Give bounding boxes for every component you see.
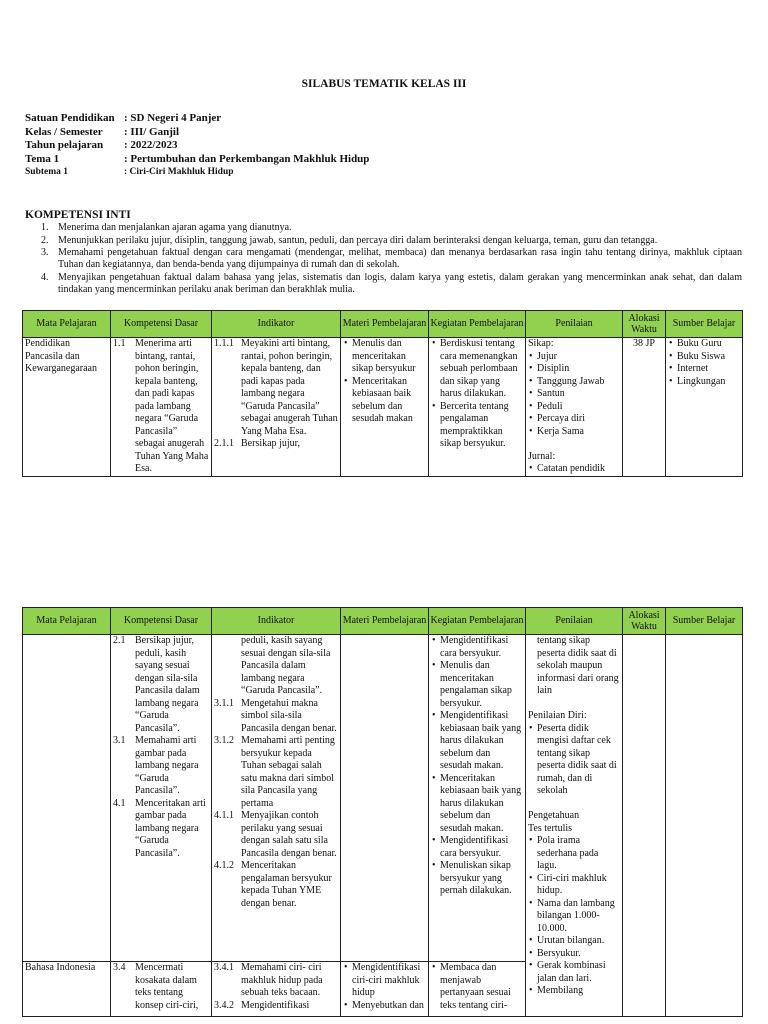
competency-code: 1.1 xyxy=(113,338,126,349)
indicator-item xyxy=(214,810,338,860)
list-item: • Mengidentifikasi kebiasaan baik yang harus dilakukan sebelum dan sesudah makan. xyxy=(431,710,523,773)
indicator-code: 4.1.1 xyxy=(214,810,234,821)
list-item: • Ciri-ciri makhluk hidup. xyxy=(528,873,620,898)
header-basic-competency: Kompetensi Dasar xyxy=(111,608,212,635)
info-label: Subtema 1 xyxy=(25,167,69,177)
competency-text: Menceritakan arti gambar pada lambang negara “Garuda Pancasila”. xyxy=(135,797,206,859)
written-test-label: Tes tertulis xyxy=(528,822,573,834)
table-row xyxy=(23,635,743,962)
list-item: • Membilang xyxy=(528,985,620,998)
indicator-text: Mengetahui makna simbol sila-sila Pancasila dengan benar. xyxy=(241,697,337,734)
core-competency-item xyxy=(41,234,742,247)
info-value: : Pertumbuhan dan Perkembangan Makhluk Hidup xyxy=(124,152,370,165)
subject-cell xyxy=(23,635,111,962)
table-header-row xyxy=(23,608,743,635)
knowledge-label: Pengetahuan xyxy=(528,810,580,821)
core-competency-item xyxy=(41,247,742,271)
item-text: Menyajikan pengetahuan faktual dalam bahasa yang jelas, sistematis dan logis, dalam karya yang estetis, dalam gerakan yang mencerminkan anak sehat, dan dalam tindakan yang mencerminkan perilaku anak beriman dan berakhlak mulia. xyxy=(58,271,742,295)
list-item: • Menceritakan kebiasaan baik yang harus dilakukan sebelum dan sesudah makan. xyxy=(431,773,523,836)
competency-text: Menerima arti bintang, rantai, pohon beringin, kepala banteng, dan padi kapas pada lambang negara “Garuda Pancasila” sebagai anugerah Tuhan Yang Maha Esa. xyxy=(135,338,209,474)
competency-text: Mencermati kosakata dalam teks tentang konsep ciri-ciri, xyxy=(135,962,199,1011)
list-item: • Membaca dan menjawab pertanyaan sesuai teks tentang ciri- xyxy=(431,962,523,1012)
competency-cell xyxy=(111,962,212,1017)
indicator-text: Meyakini arti bintang, rantai, pohon beringin, kepala banteng, dan padi kapas pada lambang negara “Garuda Pancasila” sebagai anugerah Tuhan Yang Maha Esa. xyxy=(241,338,338,437)
list-item: • Mengidentifikasi cara bersyukur. xyxy=(431,835,523,860)
list-item: • Menulis dan menceritakan pengalaman sikap bersyukur. xyxy=(431,660,523,710)
competency-cell xyxy=(111,635,212,962)
list-item: • Menyebutkan dan xyxy=(343,1000,426,1013)
header-activity: Kegiatan Pembelajaran xyxy=(429,608,526,635)
core-competency-item xyxy=(41,222,742,234)
list-item: • Gerak kombinasi jalan dan lari. xyxy=(528,960,620,985)
list-item: • Jujur xyxy=(528,351,620,364)
header-time-allocation: Alokasi Waktu xyxy=(623,608,666,635)
list-item: • Peduli xyxy=(528,401,620,414)
syllabus-table-page-1 xyxy=(22,310,743,477)
list-item: • Mengidentifikasi ciri-ciri makhluk hidup xyxy=(343,962,426,1000)
assessment-continued: tentang sikap peserta didik saat di sekolah maupun informasi dari orang lain xyxy=(537,635,619,696)
item-text: Menerima dan menjalankan ajaran agama yang dianutnya. xyxy=(58,222,292,233)
learning-source-cell xyxy=(666,635,743,1017)
competency-item xyxy=(113,798,209,861)
indicator-item xyxy=(214,1000,338,1013)
list-item: • Menuliskan sikap bersyukur yang pernah dilakukan. xyxy=(431,860,523,898)
time-allocation-cell xyxy=(623,635,666,1017)
list-item: • Lingkungan xyxy=(668,376,740,389)
competency-item xyxy=(113,962,209,1012)
competency-code: 2.1 xyxy=(113,635,126,646)
indicator-item xyxy=(214,698,338,736)
table-header-row xyxy=(23,311,743,338)
list-item: • Pola irama sederhana pada lagu. xyxy=(528,835,620,873)
assessment-cell xyxy=(526,635,623,1017)
attitude-label: Sikap: xyxy=(528,338,554,349)
core-competency-item xyxy=(41,271,742,296)
info-value: : III/ Ganjil xyxy=(124,125,180,138)
competency-code: 4.1 xyxy=(113,797,126,809)
item-number: 4. xyxy=(41,271,49,283)
list-item: • Berdiskusi tentang cara memenangkan sebuah perlombaan dan sikap yang harus dilakukan. xyxy=(431,338,523,401)
list-item: • Menulis dan menceritakan sikap bersyukur xyxy=(343,338,426,376)
item-text: Menunjukkan perilaku jujur, disiplin, tanggung jawab, santun, peduli, dan percaya diri dalam berinteraksi dengan keluarga, teman, guru dan tetangga. xyxy=(58,234,658,246)
indicator-code: 3.1.1 xyxy=(214,697,234,709)
page-title: SILABUS TEMATIK KELAS III xyxy=(301,78,467,90)
info-label: Tema 1 xyxy=(25,152,60,165)
item-number: 3. xyxy=(41,247,49,258)
indicator-text: Mengidentifikasi xyxy=(241,999,310,1011)
info-row-class xyxy=(25,126,369,140)
time-allocation-cell: 38 JP xyxy=(623,338,666,477)
syllabus-table-page-2 xyxy=(22,607,743,1017)
header-learning-source: Sumber Belajar xyxy=(666,311,743,338)
list-item: • Catatan pendidik xyxy=(528,463,620,476)
item-number: 2. xyxy=(41,234,49,246)
header-material: Materi Pembelajaran xyxy=(341,311,429,338)
table-row xyxy=(23,338,743,477)
indicator-item xyxy=(214,735,338,810)
indicator-text: Memahami arti penting bersyukur kepada Tuhan sebagai salah satu makna dari simbol sila Pancasila yang pertama xyxy=(241,735,335,809)
list-item: • Menceritakan kebiasaan baik sebelum dan sesudah makan xyxy=(343,376,426,426)
list-item: • Nama dan lambang bilangan 1.000-10.000. xyxy=(528,898,620,936)
header-subject: Mata Pelajaran xyxy=(23,608,111,635)
info-row-year xyxy=(25,139,369,153)
indicator-item xyxy=(214,438,338,451)
header-material: Materi Pembelajaran xyxy=(341,608,429,635)
school-info xyxy=(25,112,369,180)
indicator-code: 3.1.2 xyxy=(214,735,234,746)
competency-text: Bersikap jujur, peduli, kasih sayang sesuai dengan sila-sila Pancasila dalam lambang negara “Garuda Pancasila”. xyxy=(135,635,200,734)
indicator-text: Memahami ciri- ciri makhluk hidup pada sebuah teks bacaan. xyxy=(241,962,323,998)
list-item: • Internet xyxy=(668,363,740,376)
competency-code: 3.1 xyxy=(113,735,126,746)
list-item: • Buku Siswa xyxy=(668,351,740,364)
indicator-text: Menyajikan contoh perilaku yang sesuai dengan salah satu sila Pancasila dengan benar. xyxy=(241,810,337,859)
indicator-cell xyxy=(212,635,341,962)
indicator-item xyxy=(214,338,338,438)
list-item: • Kerja Sama xyxy=(528,426,620,439)
indicator-code: 4.1.2 xyxy=(214,860,234,871)
item-text: Memahami pengetahuan faktual dengan cara mengamati (mendengar, melihat, membaca) dan menanya berdasarkan rasa ingin tahu tentang dirinya, makhluk ciptaan Tuhan dan kegiatannya, dan benda-benda yang dijumpainya di rumah dan di sekolah. xyxy=(58,247,742,270)
learning-source-cell xyxy=(666,338,743,477)
indicator-text: peduli, kasih sayang sesuai dengan sila-sila Pancasila dalam lambang negara “Garuda Pancasila”. xyxy=(241,635,331,696)
activity-cell xyxy=(429,338,526,477)
info-label: Satuan Pendidikan xyxy=(25,112,115,124)
assessment-cell xyxy=(526,338,623,477)
header-learning-source: Sumber Belajar xyxy=(666,608,743,635)
info-label: Tahun pelajaran xyxy=(25,139,104,151)
indicator-item xyxy=(214,860,338,910)
header-assessment: Penilaian xyxy=(526,311,623,338)
activity-cell xyxy=(429,962,526,1017)
list-item: • Santun xyxy=(528,388,620,401)
indicator-code: 3.4.2 xyxy=(214,999,234,1011)
indicator-item xyxy=(214,962,338,1000)
indicator-code: 1.1.1 xyxy=(214,338,234,349)
list-item: • Disiplin xyxy=(528,363,620,376)
info-value: : 2022/2023 xyxy=(124,139,178,151)
indicator-code: 3.4.1 xyxy=(214,962,234,973)
competency-item xyxy=(113,635,209,735)
competency-text: Memahami arti gambar pada lambang negara “Garuda Pancasila”. xyxy=(135,735,199,796)
list-item: • Tanggung Jawab xyxy=(528,376,620,389)
material-cell xyxy=(341,962,429,1017)
info-row-theme xyxy=(25,153,369,167)
activity-cell xyxy=(429,635,526,962)
indicator-item xyxy=(214,635,338,698)
header-basic-competency: Kompetensi Dasar xyxy=(111,311,212,338)
info-value: : SD Negeri 4 Panjer xyxy=(124,112,222,124)
core-competency-list xyxy=(41,222,742,296)
list-item: • Buku Guru xyxy=(668,338,740,351)
header-activity: Kegiatan Pembelajaran xyxy=(429,311,526,338)
list-item: • Percaya diri xyxy=(528,413,620,426)
info-value: : Ciri-Ciri Makhluk Hidup xyxy=(124,167,234,177)
competency-code: 3.4 xyxy=(113,962,126,973)
self-assessment-label: Penilaian Diri: xyxy=(528,710,587,721)
header-time-allocation: Alokasi Waktu xyxy=(623,311,666,338)
indicator-cell xyxy=(212,338,341,477)
core-competency-heading: KOMPETENSI INTI xyxy=(25,209,131,221)
subject-cell: Bahasa Indonesia xyxy=(23,962,111,1017)
material-cell xyxy=(341,338,429,477)
indicator-cell xyxy=(212,962,341,1017)
list-item: • Urutan bilangan. xyxy=(528,935,620,948)
header-indicator: Indikator xyxy=(212,608,341,635)
list-item: • Mengidentifikasi cara bersyukur. xyxy=(431,635,523,660)
info-row-school xyxy=(25,112,369,126)
info-label: Kelas / Semester xyxy=(25,125,103,138)
item-number: 1. xyxy=(41,222,49,233)
info-row-subtheme xyxy=(25,166,369,180)
header-indicator: Indikator xyxy=(212,311,341,338)
material-cell xyxy=(341,635,429,962)
journal-label: Jurnal: xyxy=(528,450,556,462)
header-subject: Mata Pelajaran xyxy=(23,311,111,338)
indicator-text: Menceritakan pengalaman bersyukur kepada Tuhan YME dengan benar. xyxy=(241,860,332,909)
competency-cell xyxy=(111,338,212,477)
competency-item xyxy=(113,735,209,798)
indicator-text: Bersikap jujur, xyxy=(241,438,301,449)
list-item: • Bersyukur. xyxy=(528,948,620,961)
subject-cell: Pendidikan Pancasila dan Kewarganegaraan xyxy=(23,338,111,477)
header-assessment: Penilaian xyxy=(526,608,623,635)
indicator-code: 2.1.1 xyxy=(214,438,234,449)
list-item: • Peserta didik mengisi daftar cek tentang sikap peserta didik saat di rumah, dan di sekolah xyxy=(528,723,620,798)
list-item: • Bercerita tentang pengalaman mempraktikkan sikap bersyukur. xyxy=(431,401,523,451)
competency-item xyxy=(113,338,209,476)
